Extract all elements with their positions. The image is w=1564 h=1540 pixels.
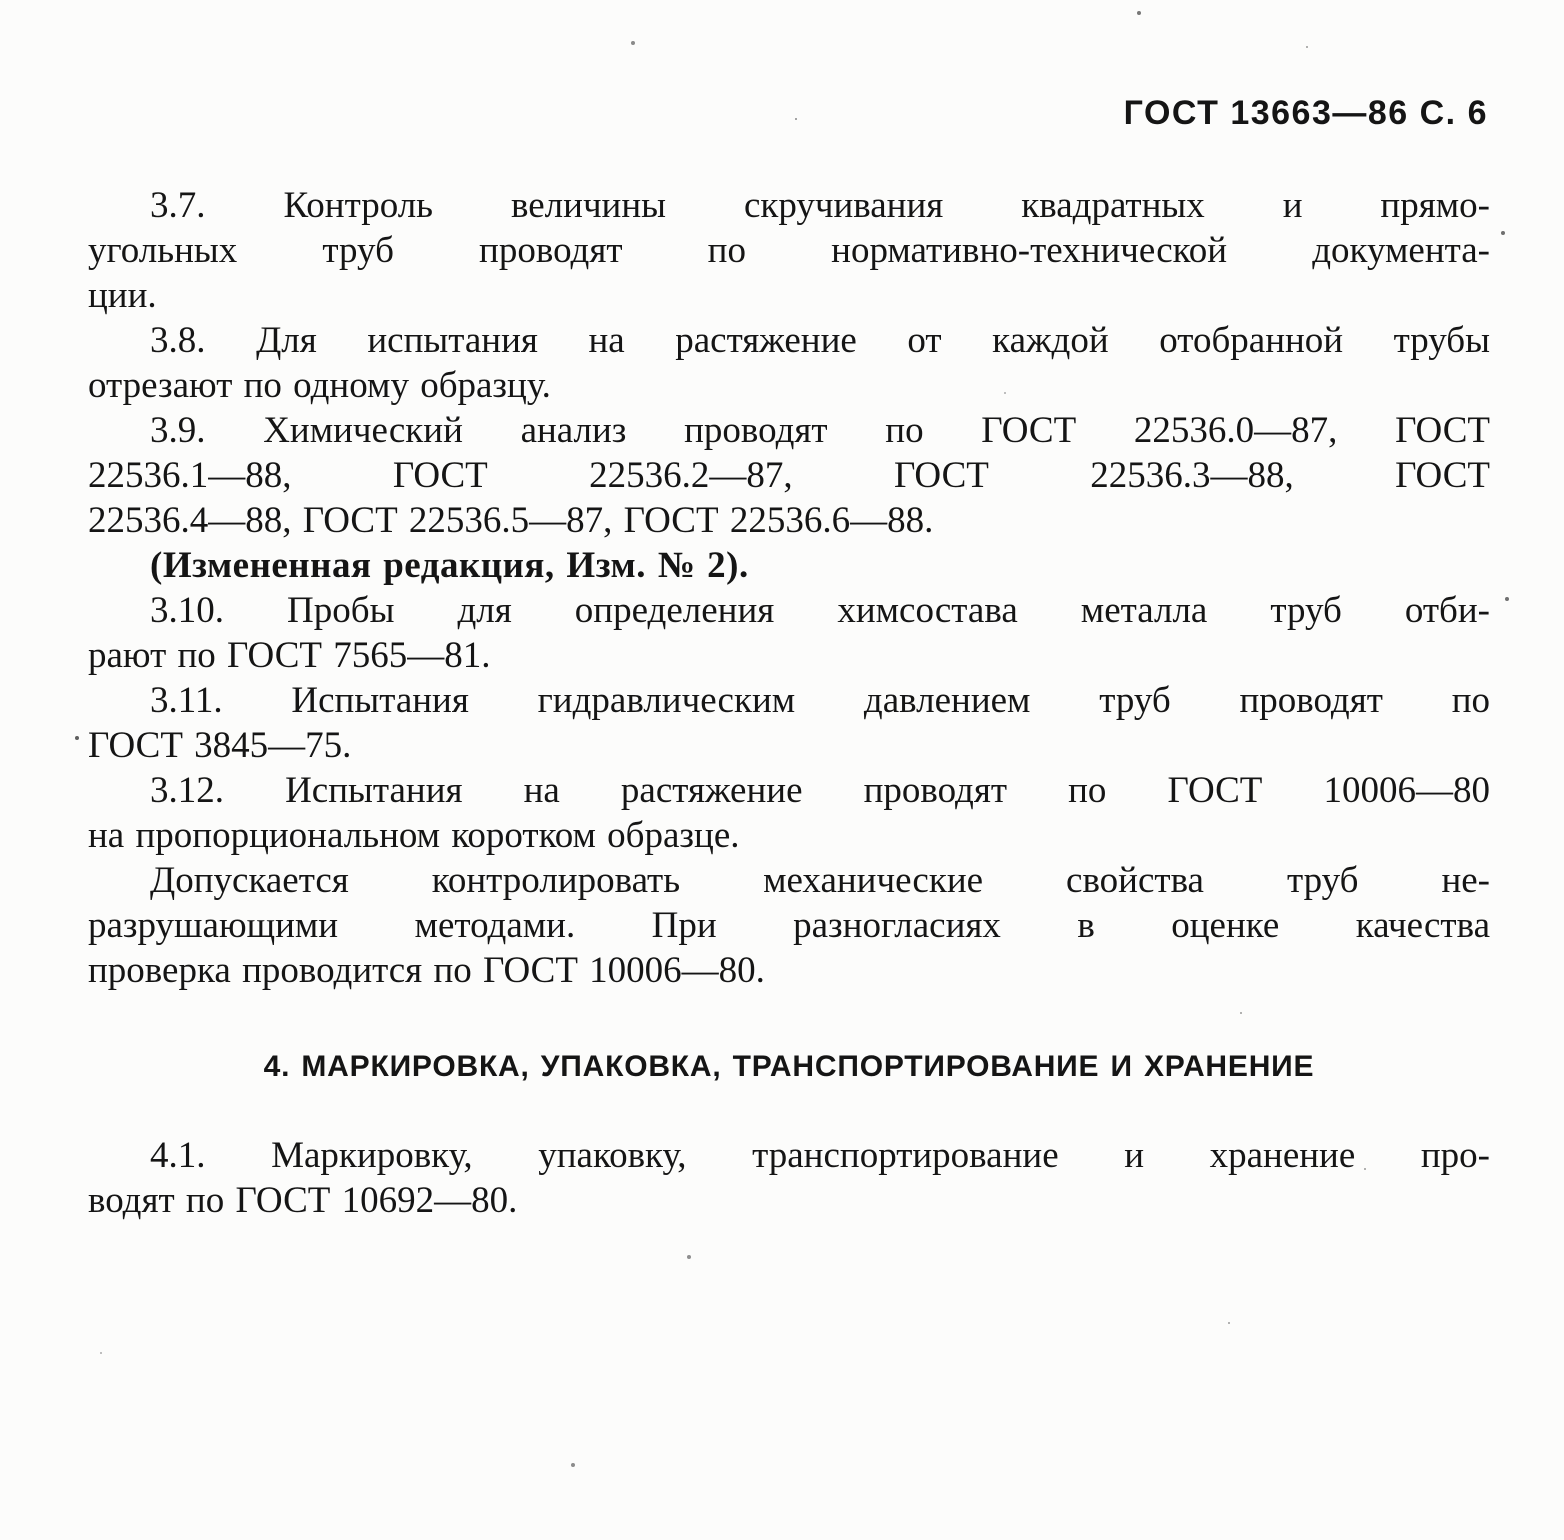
text-line: 3.9. Химический анализ проводят по ГОСТ 22536.0—87, ГОСТ <box>150 410 1490 451</box>
text-line: угольных труб проводят по нормативно-технической документа- <box>88 230 1490 271</box>
paragraph-4-1 <box>88 1133 1490 1223</box>
text-line: рают по ГОСТ 7565—81. <box>88 635 491 676</box>
text-line: ГОСТ 3845—75. <box>88 725 352 766</box>
text-line: Допускается контролировать механические свойства труб не- <box>150 860 1490 901</box>
text-line: 22536.4—88, ГОСТ 22536.5—87, ГОСТ 22536.6—88. <box>88 500 934 541</box>
text-line: (Измененная редакция, Изм. № 2). <box>150 545 749 586</box>
text-line: 3.8. Для испытания на растяжение от каждой отобранной трубы <box>150 320 1490 361</box>
text-line: водят по ГОСТ 10692—80. <box>88 1180 518 1221</box>
section-4-heading: 4. МАРКИРОВКА, УПАКОВКА, ТРАНСПОРТИРОВАНИЕ И ХРАНЕНИЕ <box>263 1050 1315 1083</box>
text-line: разрушающими методами. При разногласиях в оценке качества <box>88 905 1490 946</box>
paragraph-3-8 <box>88 318 1490 408</box>
paragraph-3-10 <box>88 588 1490 678</box>
paragraph-3-9 <box>88 408 1490 543</box>
text-line: 22536.1—88, ГОСТ 22536.2—87, ГОСТ 22536.3—88, ГОСТ <box>88 455 1490 496</box>
paragraph-amendment-note <box>88 543 1490 588</box>
paragraph-3-12 <box>88 768 1490 858</box>
text-line: на пропорциональном коротком образце. <box>88 815 740 856</box>
text-line: 3.10. Пробы для определения химсостава металла труб отби- <box>150 590 1490 631</box>
text-line: ции. <box>88 275 157 316</box>
text-line: отрезают по одному образцу. <box>88 365 551 406</box>
text-line: 3.11. Испытания гидравлическим давлением труб проводят по <box>150 680 1490 721</box>
paragraph-ndt-note <box>88 858 1490 993</box>
scan-noise-specks <box>0 0 2 2</box>
text-line: проверка проводится по ГОСТ 10006—80. <box>88 950 765 991</box>
document-body <box>88 183 1490 1223</box>
paragraph-3-11 <box>88 678 1490 768</box>
text-line: 3.12. Испытания на растяжение проводят по ГОСТ 10006—80 <box>150 770 1490 811</box>
page-header: ГОСТ 13663—86 С. 6 <box>1123 94 1488 132</box>
text-line: 3.7. Контроль величины скручивания квадратных и прямо- <box>150 185 1490 226</box>
paragraph-3-7 <box>88 183 1490 318</box>
text-line: 4.1. Маркировку, упаковку, транспортирование и хранение про- <box>150 1135 1490 1176</box>
